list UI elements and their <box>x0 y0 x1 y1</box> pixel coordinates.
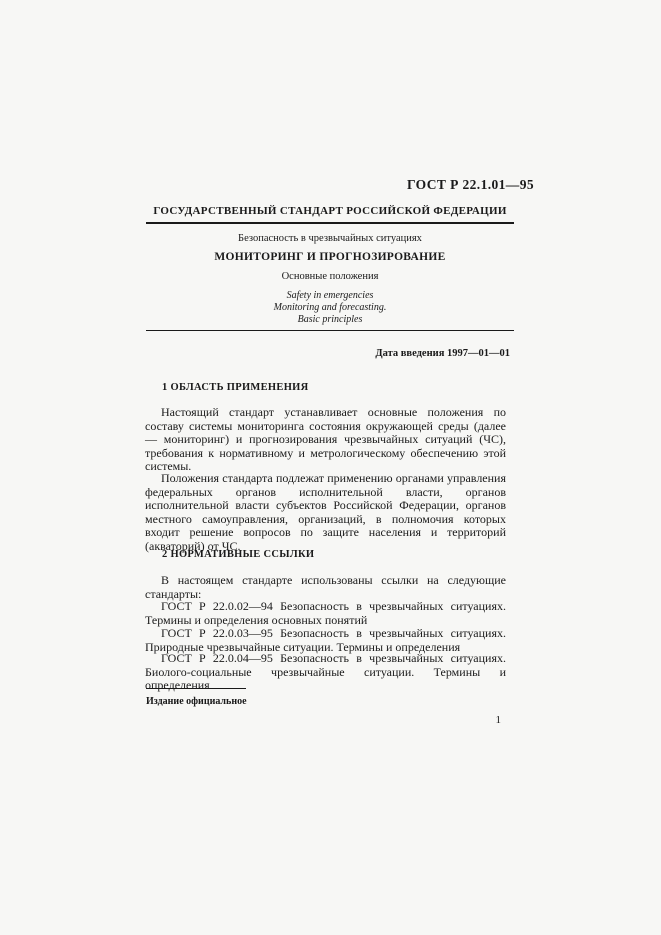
english-title-line: Safety in emergencies <box>286 290 374 301</box>
introduction-date: Дата введения 1997—01—01 <box>375 348 510 359</box>
document-main-title: МОНИТОРИНГ И ПРОГНОЗИРОВАНИЕ <box>214 251 446 263</box>
standard-title: ГОСУДАРСТВЕННЫЙ СТАНДАРТ РОССИЙСКОЙ ФЕДЕРАЦИИ <box>153 205 507 217</box>
document-subtitle: Безопасность в чрезвычайных ситуациях <box>238 233 422 244</box>
english-title-block <box>146 290 514 326</box>
title-bottom-rule <box>146 330 514 331</box>
english-title-line: Basic principles <box>297 314 363 325</box>
paragraph: Настоящий стандарт устанавливает основные положения по составу системы мониторинга состояния окружающей среды (далее — мониторинг) и прогнозирования чрезвычайных ситуаций (ЧС), требования к нормативному и метрологическому обеспечению этой системы. <box>145 405 506 473</box>
page-number: 1 <box>495 714 501 726</box>
english-title-line: Monitoring and forecasting. <box>273 302 387 313</box>
title-top-rule <box>146 222 514 224</box>
edition-note: Издание официальное <box>146 696 247 707</box>
reference-item: ГОСТ Р 22.0.04—95 Безопасность в чрезвычайных ситуациях. Биолого-социальные чрезвычайные ситуации. Термины и определения <box>145 651 506 692</box>
document-code: ГОСТ Р 22.1.01—95 <box>407 177 534 192</box>
basic-provisions-label: Основные положения <box>281 271 379 282</box>
reference-item: ГОСТ Р 22.0.03—95 Безопасность в чрезвычайных ситуациях. Природные чрезвычайные ситуации. Термины и определения <box>145 626 506 654</box>
paragraph: Положения стандарта подлежат применению органами управления федеральных органов исполнительной власти, органов исполнительной власти субъектов Российской Федерации, органов местного самоуправления, организаций, в полномочия которых входит решение вопросов по защите населения и территорий (акваторий) от ЧС. <box>145 471 506 553</box>
reference-item: ГОСТ Р 22.0.02—94 Безопасность в чрезвычайных ситуациях. Термины и определения основных понятий <box>145 599 506 627</box>
paragraph: В настоящем стандарте использованы ссылки на следующие стандарты: <box>145 573 506 601</box>
section-heading-scope: 1 ОБЛАСТЬ ПРИМЕНЕНИЯ <box>162 382 309 393</box>
footer-rule <box>146 688 246 689</box>
section-heading-references: 2 НОРМАТИВНЫЕ ССЫЛКИ <box>162 549 315 560</box>
